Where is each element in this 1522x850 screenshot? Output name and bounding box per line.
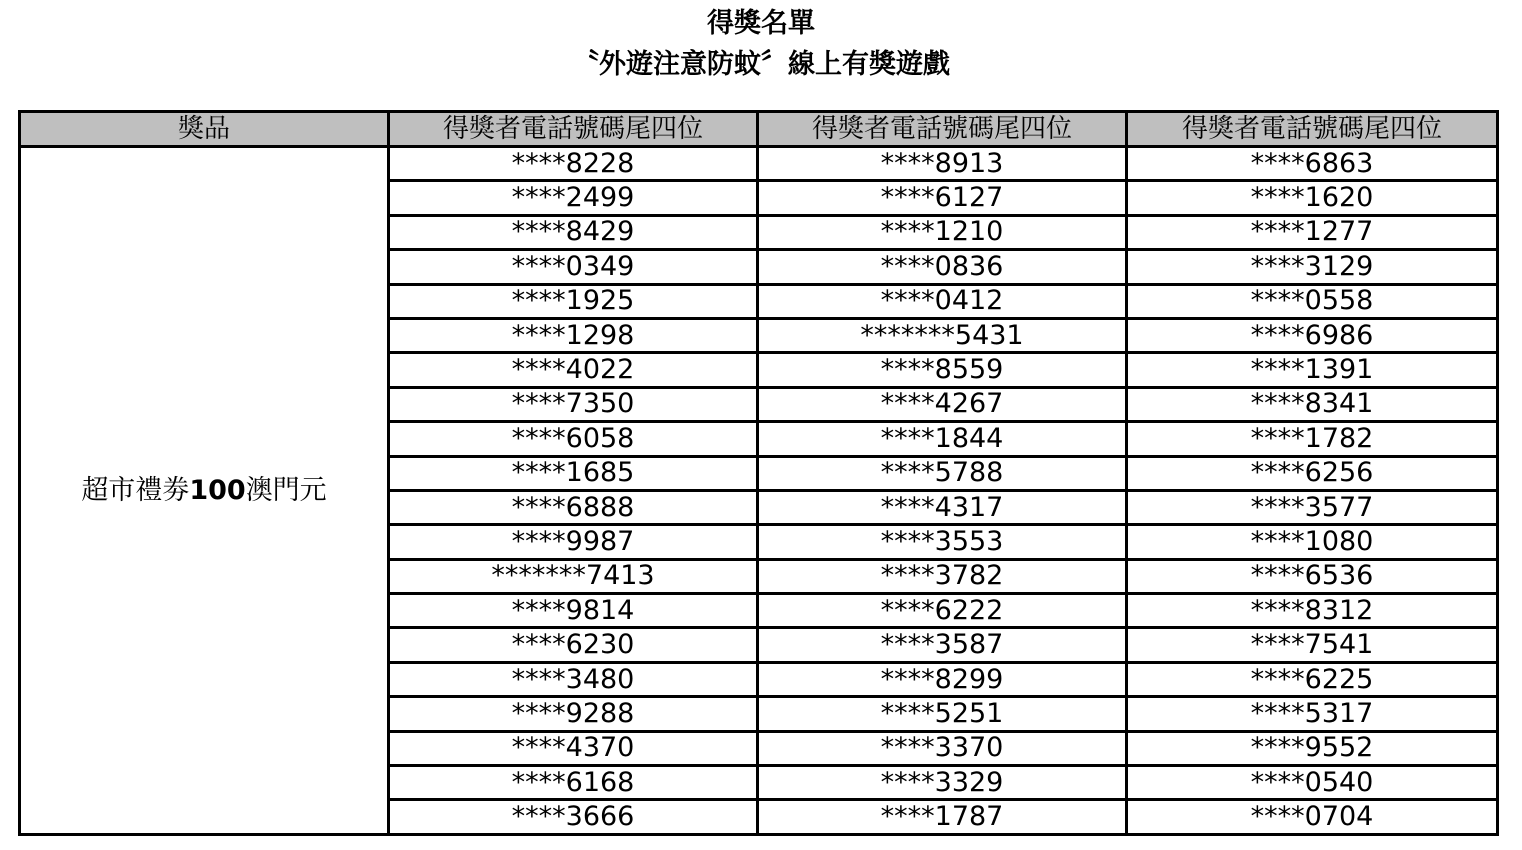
phone-cell: ****8341: [1127, 387, 1498, 421]
phone-cell: ****1844: [758, 422, 1127, 456]
phone-cell: ****1782: [1127, 422, 1498, 456]
phone-cell: ****9814: [389, 594, 758, 628]
column-header-prize: 獎品: [20, 112, 389, 147]
phone-cell: ****1210: [758, 215, 1127, 249]
phone-cell: ****8559: [758, 353, 1127, 387]
phone-cell: ****3129: [1127, 250, 1498, 284]
phone-cell: *******7413: [389, 559, 758, 593]
prize-label: 超市禮劵100澳門元: [81, 474, 327, 506]
column-header-phone-2: 得獎者電話號碼尾四位: [758, 112, 1127, 147]
phone-cell: ****7350: [389, 387, 758, 421]
phone-cell: ****6127: [758, 181, 1127, 215]
phone-cell: ****3553: [758, 525, 1127, 559]
phone-cell: ****2499: [389, 181, 758, 215]
phone-cell: ****6058: [389, 422, 758, 456]
phone-cell: ****6536: [1127, 559, 1498, 593]
phone-cell: ****3577: [1127, 490, 1498, 524]
phone-cell: ****1685: [389, 456, 758, 490]
phone-cell: ****1787: [758, 800, 1127, 835]
phone-cell: ****3329: [758, 766, 1127, 800]
phone-cell: ****0349: [389, 250, 758, 284]
phone-cell: ****8299: [758, 662, 1127, 696]
column-header-phone-3: 得獎者電話號碼尾四位: [1127, 112, 1498, 147]
phone-cell: ****1925: [389, 284, 758, 318]
phone-cell: ****3370: [758, 731, 1127, 765]
phone-cell: ****1080: [1127, 525, 1498, 559]
table-row: [20, 147, 1498, 181]
phone-cell: ****8312: [1127, 594, 1498, 628]
phone-cell: ****6222: [758, 594, 1127, 628]
winners-table: [18, 110, 1499, 836]
phone-cell: *******5431: [758, 318, 1127, 352]
phone-cell: ****6986: [1127, 318, 1498, 352]
phone-cell: ****4267: [758, 387, 1127, 421]
page-title: 得獎名單: [707, 8, 815, 39]
winners-table-body: [20, 147, 1498, 835]
phone-cell: ****9987: [389, 525, 758, 559]
phone-cell: ****6888: [389, 490, 758, 524]
phone-cell: ****8913: [758, 147, 1127, 181]
phone-cell: ****3782: [758, 559, 1127, 593]
phone-cell: ****4370: [389, 731, 758, 765]
phone-cell: ****3666: [389, 800, 758, 835]
prize-cell: [20, 147, 389, 835]
phone-cell: ****8228: [389, 147, 758, 181]
phone-cell: ****4317: [758, 490, 1127, 524]
phone-cell: ****6863: [1127, 147, 1498, 181]
phone-cell: ****8429: [389, 215, 758, 249]
phone-cell: ****6225: [1127, 662, 1498, 696]
phone-cell: ****1277: [1127, 215, 1498, 249]
phone-cell: ****1620: [1127, 181, 1498, 215]
phone-cell: ****6256: [1127, 456, 1498, 490]
phone-cell: ****1391: [1127, 353, 1498, 387]
phone-cell: ****4022: [389, 353, 758, 387]
phone-cell: ****5251: [758, 697, 1127, 731]
phone-cell: ****0704: [1127, 800, 1498, 835]
phone-cell: ****9552: [1127, 731, 1498, 765]
phone-cell: ****3480: [389, 662, 758, 696]
phone-cell: ****9288: [389, 697, 758, 731]
phone-cell: ****0558: [1127, 284, 1498, 318]
table-header-row: [20, 112, 1498, 147]
phone-cell: ****5317: [1127, 697, 1498, 731]
phone-cell: ****6168: [389, 766, 758, 800]
phone-cell: ****0412: [758, 284, 1127, 318]
page-subtitle: 〝外遊注意防蚊〞線上有獎遊戲: [572, 49, 950, 80]
column-header-phone-1: 得獎者電話號碼尾四位: [389, 112, 758, 147]
phone-cell: ****6230: [389, 628, 758, 662]
phone-cell: ****0836: [758, 250, 1127, 284]
phone-cell: ****5788: [758, 456, 1127, 490]
phone-cell: ****3587: [758, 628, 1127, 662]
phone-cell: ****7541: [1127, 628, 1498, 662]
phone-cell: ****1298: [389, 318, 758, 352]
phone-cell: ****0540: [1127, 766, 1498, 800]
